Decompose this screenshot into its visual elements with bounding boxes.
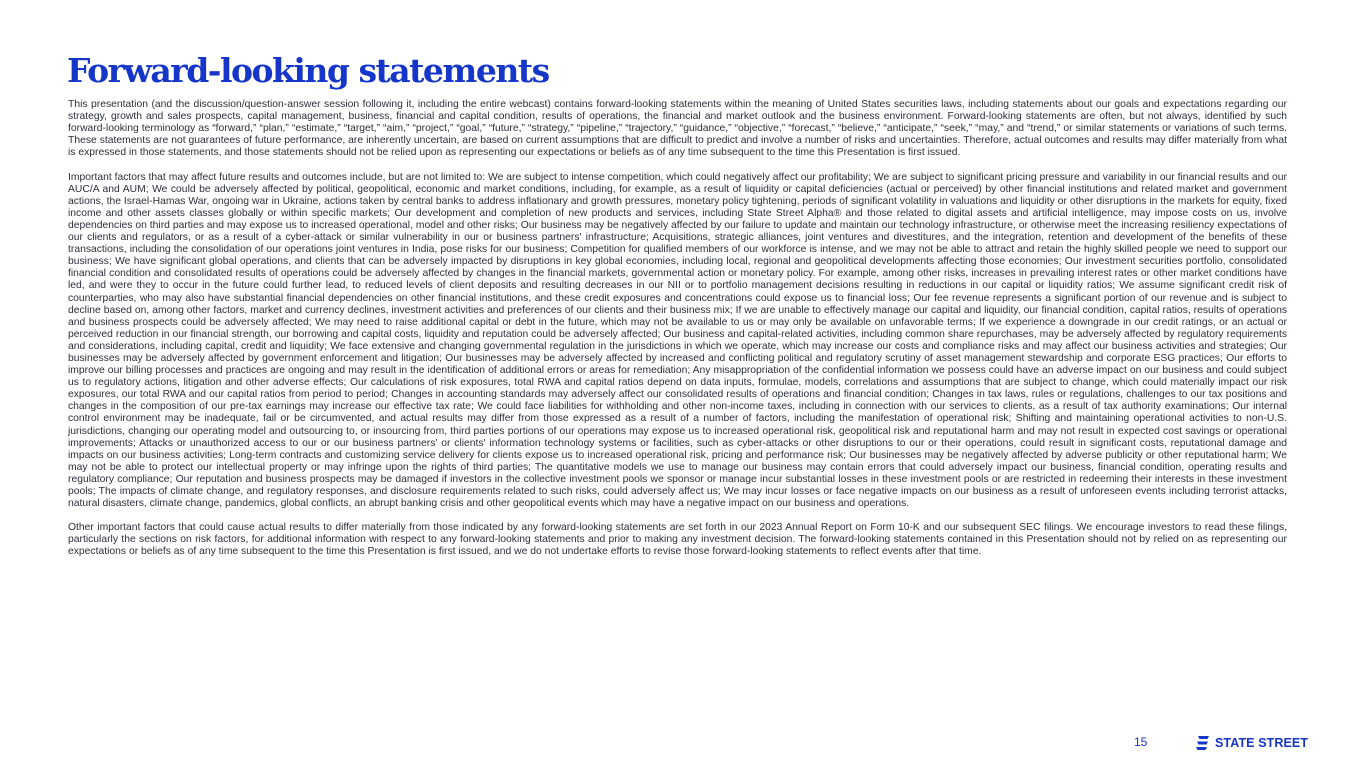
paragraph-other-factors: Other important factors that could cause actual results to differ materially from those indicated by any forward-looking statements are set forth in our 2023 Annual Report on Form 10-K and our subsequent SEC filings. We encourage investors to read these filings, particularly the sections on risk factors, for additional information with respect to any forward-looking statements and prior to making any investment decision. The forward-looking statements contained in this Presentation should not by relied on as representing our expectations or beliefs as of any time subsequent to the time this Presentation is first issued, and we do not undertake efforts to revise those forward-looking statements to reflect events after that time. [68,522,1287,558]
disclaimer-body [68,99,1287,559]
paragraph-risk-factors: Important factors that may affect future results and outcomes include, but are not limited to: We are subject to intense competition, which could negatively affect our profitability; We are subject to significant pricing pressure and variability in our financial results and our AUC/A and AUM; We could be adversely affected by political, geopolitical, economic and market conditions, including, for example, as a result of liquidity or capital deficiencies (actual or perceived) by other financial institutions and related market and government actions, the Israel-Hamas War, ongoing war in Ukraine, actions taken by central banks to address inflationary and growth pressures, monetary policy tightening, periods of significant volatility in valuations and liquidity or other disruptions in the markets for equity, fixed income and other assets classes globally or within specific markets; Our development and completion of new products and services, including State Street Alpha® and those related to digital assets and artificial intelligence, may impose costs on us, involve dependencies on third parties and may expose us to increased operational, model and other risks; Our business may be negatively affected by our failure to update and maintain our technology infrastructure, or otherwise meet the increasing resiliency expectations of our clients and regulators, or as a result of a cyber-attack or similar vulnerability in our or business partners' infrastructure; Acquisitions, strategic alliances, joint ventures and divestitures, and the integration, retention and development of the benefits of these transactions, including the consolidation of our operations joint ventures in India, pose risks for our business; Competition for qualified members of our workforce is intense, and we may not be able to attract and retain the highly skilled people we need to support our business; We have significant global operations, and clients that can be adversely impacted by disruptions in key global economies, including local, regional and geopolitical developments affecting those economies; Our investment securities portfolio, consolidated financial condition and consolidated results of operations could be adversely affected by changes in the financial markets, governmental action or monetary policy. For example, among other risks, increases in prevailing interest rates or other market conditions have led, and were they to occur in the future could further lead, to reduced levels of client deposits and resulting decreases in our NII or to portfolio management decisions resulting in reductions in our capital or liquidity ratios; We assume significant credit risk of counterparties, who may also have substantial financial dependencies on other financial institutions, and these credit exposures and concentrations could expose us to financial loss; Our fee revenue represents a significant portion of our revenue and is subject to decline based on, among other factors, market and currency declines, investment activities and preferences of our clients and their business mix; If we are unable to effectively manage our capital and liquidity, our financial condition, capital ratios, results of operations and business prospects could be adversely affected; We may need to raise additional capital or debt in the future, which may not be available to us or may only be available on unfavorable terms; If we experience a downgrade in our credit ratings, or an actual or perceived reduction in our financial strength, our borrowing and capital costs, liquidity and reputation could be adversely affected; Our business and capital-related activities, including common share repurchases, may be adversely affected by regulatory requirements and considerations, including capital, credit and liquidity; We face extensive and changing governmental regulation in the jurisdictions in which we operate, which may increase our costs and compliance risks and may affect our business activities and strategies; Our businesses may be adversely affected by government enforcement and litigation; Our businesses may be adversely affected by increased and conflicting political and regulatory scrutiny of asset management stewardship and corporate ESG practices; Our efforts to improve our billing processes and practices are ongoing and may result in the identification of additional errors or areas for remediation; Any misappropriation of the confidential information we possess could have an adverse impact on our business and could subject us to regulatory actions, litigation and other adverse effects; Our calculations of risk exposures, total RWA and capital ratios depend on data inputs, formulae, models, correlations and assumptions that are subject to change, which could materially impact our risk exposures, our total RWA and our capital ratios from period to period; Changes in accounting standards may adversely affect our consolidated results of operations and financial condition; Changes in tax laws, rules or regulations, challenges to our tax positions and changes in the composition of our pre-tax earnings may increase our effective tax rate; We could face liabilities for withholding and other non-income taxes, including in connection with our services to clients, as a result of tax authority examinations; Our internal control environment may be inadequate, fail or be circumvented, and actual results may differ from those expressed as a result of a number of factors, including the manifestation of operational risk; Shifting and maintaining operational activities to non-U.S. jurisdictions, changing our operating model and outsourcing to, or insourcing from, third parties portions of our operations may expose us to increased operational risk, geopolitical risk and reputational harm and may not result in expected cost savings or operational improvements; Attacks or unauthorized access to our or our business partners' or clients' information technology systems or facilities, such as cyber-attacks or other disruptions to our or their operations, could result in significant costs, reputational damage and impacts on our business activities; Long-term contracts and customizing service delivery for clients expose us to increased operational risk, pricing and performance risk; Our businesses may be negatively affected by adverse publicity or other reputational harm; We may not be able to protect our intellectual property or may infringe upon the rights of third parties; The quantitative models we use to manage our business may contain errors that could adversely impact our business, financial condition, operating results and regulatory compliance; Our reputation and business prospects may be damaged if investors in the collective investment pools we sponsor or manage incur substantial losses in these investment pools or are restricted in redeeming their interests in these investment pools; The impacts of climate change, and regulatory responses, and disclosure requirements related to such risks, could adversely affect us; We may incur losses or face negative impacts on our business as a result of unforeseen events including terrorist attacks, natural disasters, climate change, pandemics, global conflicts, an abrupt banking crisis and other geopolitical events which may have a negative impact on our business and operations. [68,171,1287,510]
logo-wordmark: STATE STREET [1215,736,1309,750]
paragraph-intro: This presentation (and the discussion/question-answer session following it, including the entire webcast) contains forward-looking statements within the meaning of United States securities laws, including statements about our goals and expectations regarding our strategy, growth and sales prospects, capital management, business, financial and capital condition, results of operations, the financial and market outlook and the business environment. Forward-looking statements are often, but not always, identified by such forward-looking terminology as “forward,” “plan,” “estimate,” “target,” “aim,” “project,” “goal,” “future,” “strategy,” “pipeline,” “trajectory,” “guidance,” “objective,” “forecast,” “believe,” “anticipate,” “seek,” “may,” and “trend,” or similar statements or variations of such terms. These statements are not guarantees of future performance, are inherently uncertain, are based on current assumptions that are difficult to predict and involve a number of risks and uncertainties. Therefore, actual outcomes and results may differ materially from what is expressed in those statements, and those statements should not be relied upon as representing our expectations or beliefs as of any time subsequent to the time this Presentation is first issued. [68,99,1287,159]
state-street-logo-mark-icon [1196,735,1210,751]
page-title: Forward-looking statements [67,51,549,90]
page-number: 15 [1134,735,1148,749]
state-street-logo [1196,734,1308,752]
